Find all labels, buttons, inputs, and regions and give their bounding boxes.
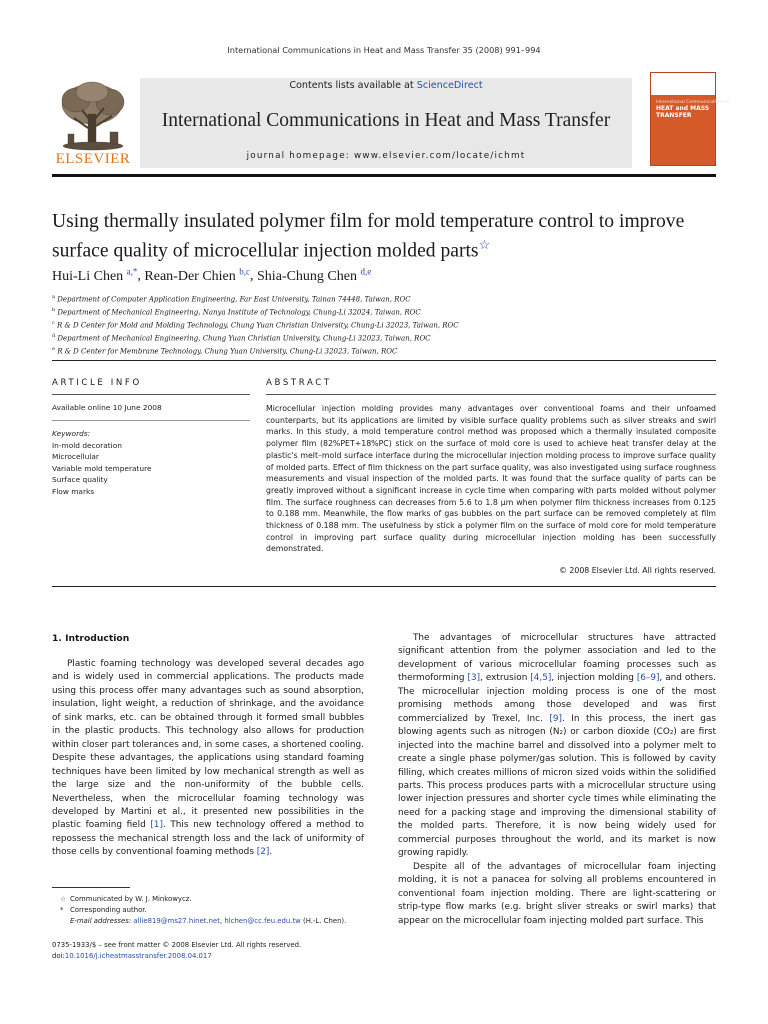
keyword: Surface quality [52,475,108,484]
citation-link[interactable]: [9] [549,713,562,724]
section-heading-introduction: 1. Introduction [52,633,130,644]
paragraph-text: . This new technology offered a method to repossess the mechanical strength loss and the lack of uniformity of those cells by conventional foaming methods [52,820,364,858]
affiliation-marker: c [52,319,55,326]
contents-line [140,80,632,91]
author-affiliation-marker[interactable]: b,c [239,266,251,276]
affiliation [52,318,716,331]
paragraph-text: , extrusion [480,673,531,684]
keyword: Variable mold temperature [52,463,152,473]
journal-homepage[interactable]: journal homepage: www.elsevier.com/locate/ichmt [246,151,526,161]
affiliations-rule [52,360,716,361]
paragraph-text: Plastic foaming technology was developed several decades ago and is widely used in commercial applications. The products made using this process offer many advantages such as sound absorption, insulation, light weight, a reduction of shrinkage, and the avoidance of sink marks, etc. can be obtained through it formed small bubbles in the plastic products. This technology also allows for production within closer part tolerances and, in some cases, a shortened cooling. Despite these advantages, the applications using standard foaming techniques have been limited by low mechanical strength as well as the large size and the non-uniformity of the bubble cells. Nevertheless, when the microcellular foaming technology was developed by Martini et al., it presented new possibilities in the plastic foaming field [52,659,364,831]
footnote-text: Communicated by W. J. Minkowycz. [70,895,192,903]
author-affiliation-marker[interactable]: d,e [360,266,372,276]
footnote-marker: ☆ [60,895,67,903]
footnote-text: Corresponding author. [70,905,147,914]
author-name: Shia-Chung Chen [257,268,357,284]
footnotes [52,894,392,926]
affiliation [52,292,716,305]
body-column-right [398,632,716,928]
affiliation [52,305,716,318]
paragraph [52,658,364,860]
author [144,266,251,284]
doi-link[interactable]: 10.1016/j.icheatmasstransfer.2008.04.017 [64,952,212,960]
abstract-rule [266,394,716,395]
front-matter-line: 0735-1933/$ – see front matter © 2008 Elsevier Ltd. All rights reserved. [52,941,302,949]
paragraph-text: , and others. The microcellular injection molding process is one of the most promising methods among those developed and was first commercialized by Trexel, Inc. [398,673,716,724]
author-name: Rean-Der Chien [144,268,236,284]
contents-prefix: Contents lists available at [289,80,417,91]
abstract-text: Microcellular injection molding provides many advantages over conventional foams and their unfoamed counterparts, but its applications are limited by visible surface quality problems such as silver streaks and swirl marks. In this study, a mold temperature control method was proposed which a thermally insulated composite polymer film (82%PET+18%PC) stick on the surface of mold core is used to achieve heat transfer delay at the plastic's melt–mold surface interface during the microcellular injection molding process to improve surface quality of molded parts. Effect of film thickness on the part surface quality, was also investigated using surface roughness measurements and visual inspection of the molded parts. It was found that the surface quality of parts can be greatly improved without a significant increase in cycle time when comparing with parts molded without polymer film. The surface roughness can decreases from 5.6 to 1.8 μm when polymer film thickness increases from 0.125 to 0.188 mm. Meanwhile, the flow marks of gas bubbles on the part surface can be removed completely at film thickness of 0.188 mm. The usefulness by stick a polymer film on the surface of mold core for mold temperature control in improving part surface quality during microcellular injection molding has been successfully demonstrated. [266,404,716,554]
author [52,266,138,284]
affiliation-marker: b [52,306,56,313]
keywords-rule [52,420,250,421]
paragraph-text: . In this process, the inert gas blowing agents such as nitrogen (N₂) or carbon dioxide (CO₂) are first injected into the machine barrel and dissolved into a polymer melt to create a single phase polymer/gas solution. This is followed by cavity filling, which creates millions of micron sized voids within the solidified parts. This process produces parts with a microcellular structure using lower injection pressures and shorter cycle times while eliminating the need for a packing stage and improving the dimensional stability of the molded parts. Therefore, it is now being widely used for commercial purposes throughout the world, and its market is now growing rapidly. [398,713,716,859]
keywords-label: Keywords: [52,429,91,438]
running-head: International Communications in Heat and Mass Transfer 35 (2008) 991–994 [227,45,541,55]
footnote-communicated [52,894,392,905]
keywords-list [52,440,152,498]
citation-link[interactable]: [6–9] [636,673,660,684]
paragraph-text: The advantages of microcellular structures have attracted significant attention from the polymer association and led to the development of various microcellular foaming processes such as thermoforming [398,633,716,684]
author-affiliation-marker[interactable]: a,* [126,266,138,276]
citation-link[interactable]: [2] [256,847,270,858]
citation-link[interactable]: [3] [467,673,481,684]
title-footnote-marker[interactable]: ☆ [478,237,491,252]
author-name: Hui-Li Chen [52,268,124,284]
footnote-email: E-mail addresses: allie819@ms27.hinet.net, hlchen@cc.feu.edu.tw (H.-L. Chen). [70,916,347,925]
abstract-heading: ABSTRACT [266,378,332,388]
article-title [52,210,716,263]
affiliation-text: Department of Mechanical Engineering, Chung Yuan Christian University, Chung-Li 32023, Taiwan, ROC [55,334,431,343]
cover-title: HEAT and MASS TRANSFER [656,105,710,119]
email-suffix: (H.-L. Chen). [300,916,347,925]
abstract-bottom-rule [52,586,716,587]
front-matter [52,940,452,962]
email-label: E-mail addresses: [70,916,132,925]
affiliation-marker: a [52,294,55,300]
elsevier-wordmark: ELSEVIER [55,151,131,167]
masthead-rule [52,174,716,177]
paragraph [398,632,716,861]
doi-line [52,951,452,962]
email-link-1[interactable]: allie819@ms27.hinet.net [133,916,220,925]
footnote-rule [52,887,130,888]
cover-subtitle: International Communications in [656,100,730,105]
article-info-heading: ARTICLE INFO [52,378,142,388]
affiliation-text: R & D Center for Membrane Technology, Chung Yuan University, Chung-Li 32023, Taiwan, ROC [54,347,398,356]
affiliation [52,331,716,344]
affiliation-text: Department of Computer Application Engineering, Far East University, Tainan 74448, Taiwan, ROC [54,295,411,304]
keywords-block [52,428,152,497]
author [257,266,372,284]
paragraph-text: Despite all of the advantages of microcellular foam injecting molding, it is not a panacea for solving all problems encountered in conventional foam injection molding. There are light-scattering or strip-type flow marks (e.g. bright sliver streaks or swirl marks) that appear on the microcellular foam injecting molded part surface. This [398,861,716,926]
paragraph-text: , injection molding [551,673,637,684]
keyword: Flow marks [52,486,95,496]
journal-cover-thumbnail [650,72,730,166]
article-info-rule [52,394,250,395]
citation-link[interactable]: [1] [150,820,163,831]
abstract-copyright: © 2008 Elsevier Ltd. All rights reserved. [559,566,716,575]
affiliation-marker: d [52,332,56,339]
available-online: Available online 10 June 2008 [52,403,162,412]
email-link-2[interactable]: hlchen@cc.feu.edu.tw [224,916,301,925]
keyword: In-mold decoration [52,440,122,450]
footnote-corresponding [52,905,392,916]
affiliation-text: R & D Center for Mold and Molding Technology, Chung Yuan Christian University, Chung-Li 32023, Taiwan, ROC [54,321,459,330]
affiliations [52,292,716,357]
doi-prefix: doi: [52,952,65,960]
author-list: Hui-Li Chen $^{a,*}$, Rean-Der Chien $^{b,c}$, Shia-Chung Chen $^{d,e}$ [52,266,372,284]
citation-link[interactable]: [4,5] [530,673,552,684]
paragraph [398,861,716,928]
article-title-text: Using thermally insulated polymer film for mold temperature control to improve surface quality of microcellular injection molded parts [52,211,685,262]
paragraph-text: . [269,847,273,858]
affiliation-marker: e [52,345,55,352]
affiliation-text: Department of Mechanical Engineering, Nanya Institute of Technology, Chung-Li 32024, Taiwan, ROC [55,308,421,317]
sciencedirect-link[interactable]: ScienceDirect [416,80,483,91]
body-column-left [52,658,364,860]
keyword: Microcellular [52,452,99,461]
affiliation [52,344,716,357]
footnote-marker: * [60,905,64,914]
journal-title: International Communications in Heat and Mass Transfer [161,110,611,131]
cover-top-band [651,73,715,95]
